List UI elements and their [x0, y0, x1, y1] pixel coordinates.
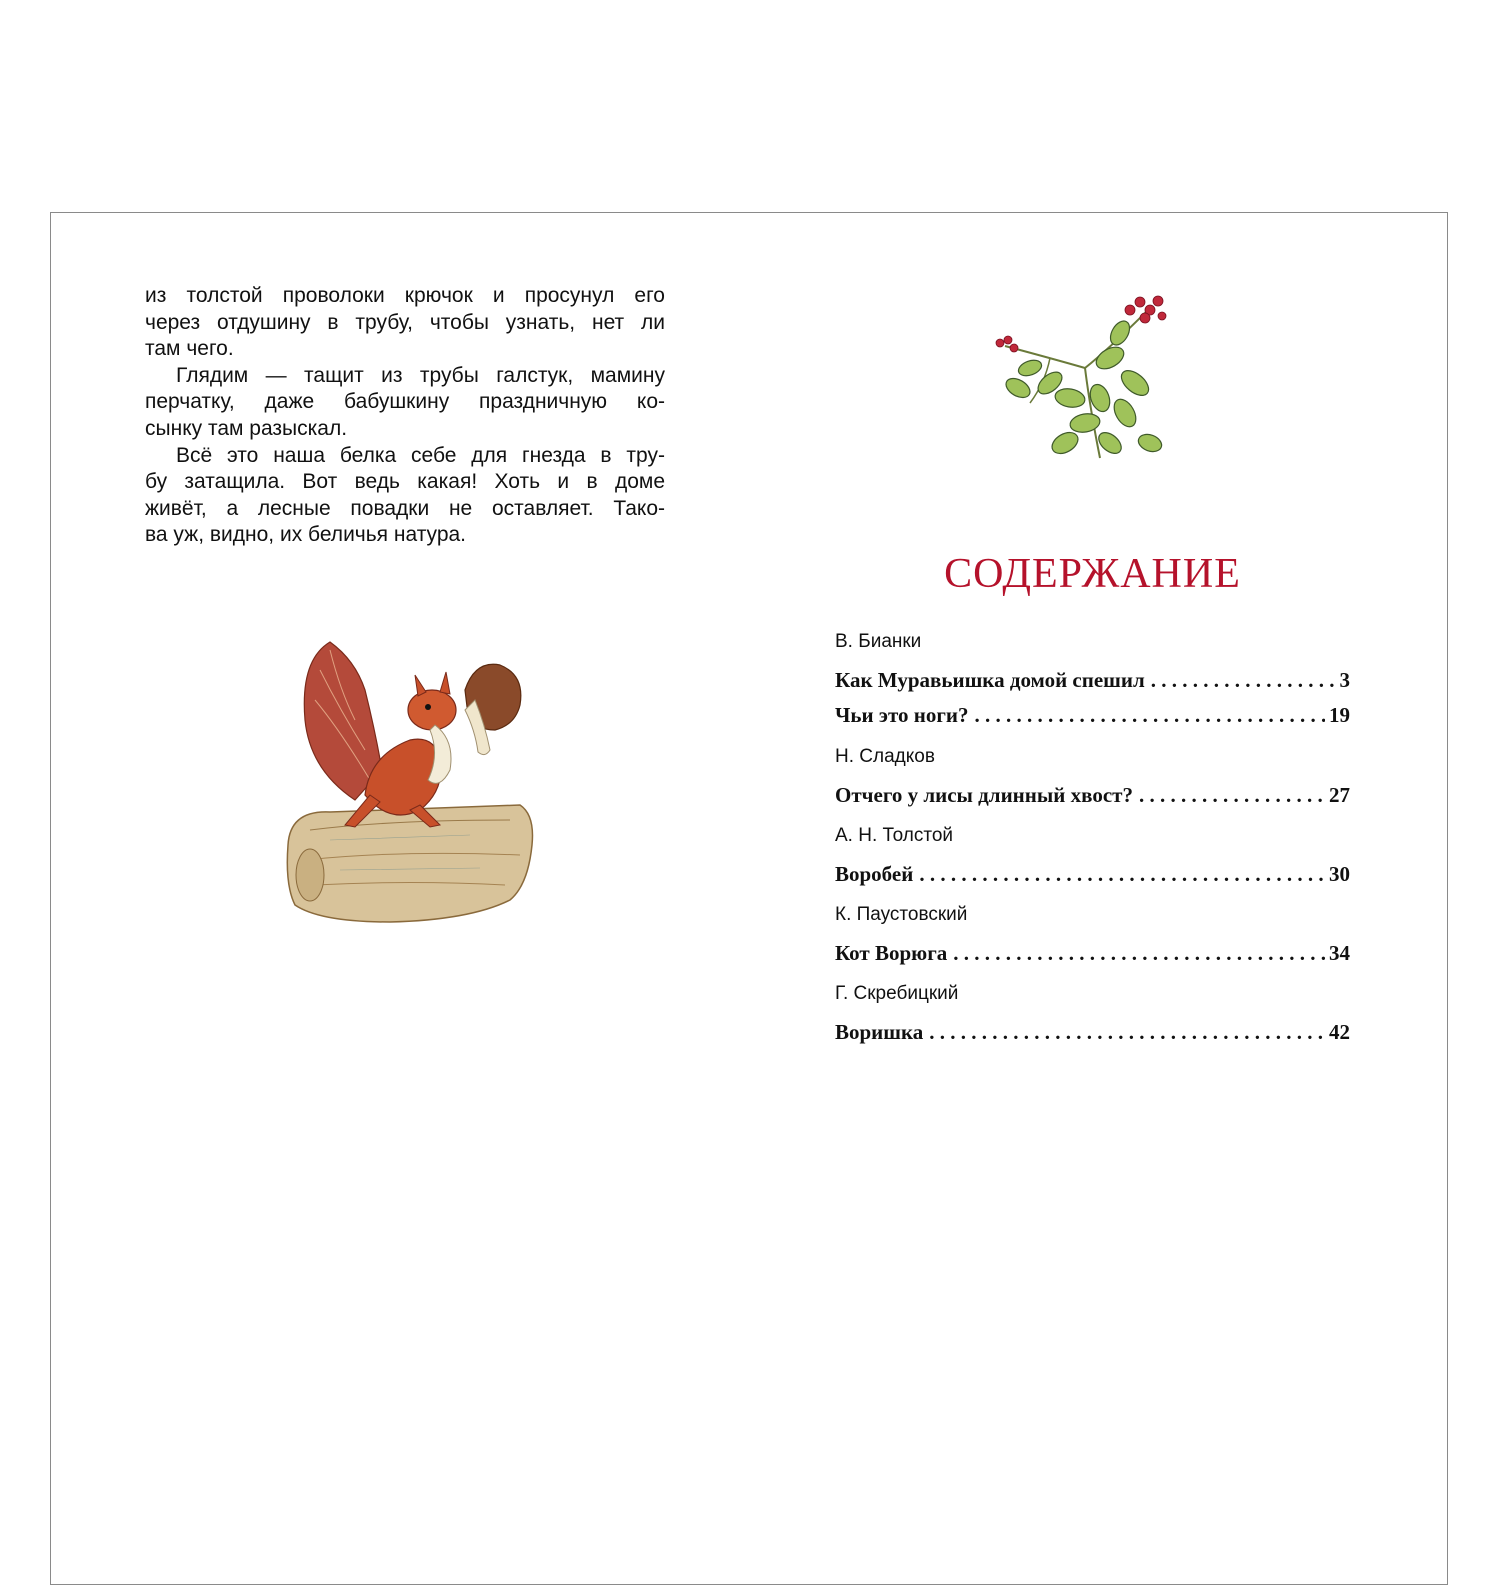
toc-entry-page: 34	[1329, 941, 1350, 965]
toc-entry-title: Чьи это ноги?	[835, 703, 969, 727]
story-line: перчатку, даже бабушкину праздничную ко-	[145, 390, 665, 414]
toc-leader-dots	[953, 937, 1325, 969]
toc-leader-dots	[974, 699, 1325, 731]
story-line: там чего.	[145, 337, 234, 361]
toc-entry-page: 42	[1329, 1020, 1350, 1044]
toc-section	[835, 903, 1350, 969]
toc-entry[interactable]	[835, 858, 1350, 890]
toc-author: В. Бианки	[835, 631, 922, 652]
toc-leader-dots	[919, 858, 1325, 890]
toc-entry[interactable]	[835, 699, 1350, 731]
story-line: Глядим — тащит из трубы галстук, мамину	[176, 363, 665, 387]
toc-entry-title: Отчего у лисы длинный хвост?	[835, 783, 1133, 807]
toc-entry-title: Воробей	[835, 862, 914, 886]
toc-entry-title: Воришка	[835, 1020, 924, 1044]
toc-entry[interactable]	[835, 664, 1350, 696]
story-line: бу затащила. Вот ведь какая! Хоть и в доме	[145, 470, 665, 494]
toc-entry-page: 19	[1329, 703, 1350, 727]
table-of-contents	[835, 630, 1350, 1048]
toc-section	[835, 630, 1350, 731]
story-line: из толстой проволоки крючок и просунул его	[145, 284, 665, 307]
toc-author: К. Паустовский	[835, 904, 968, 925]
toc-section	[835, 982, 1350, 1048]
story-line: живёт, а лесные повадки не оставляет. Тако-	[145, 496, 665, 520]
toc-entry-title: Как Муравьишка домой спешил	[835, 668, 1145, 692]
toc-entry[interactable]	[835, 779, 1350, 811]
toc-entry-page: 27	[1329, 783, 1350, 807]
toc-leader-dots	[929, 1016, 1325, 1048]
story-line: через отдушину в трубу, чтобы узнать, нет ли	[145, 310, 665, 334]
toc-section	[835, 745, 1350, 811]
toc-leader-dots	[1139, 779, 1325, 811]
toc-author: Г. Скребицкий	[835, 983, 959, 1004]
story-line: ва уж, видно, их беличья натура.	[145, 523, 467, 547]
toc-section	[835, 824, 1350, 890]
story-text	[145, 283, 665, 549]
toc-entry[interactable]	[835, 1016, 1350, 1048]
story-line: сынку там разыскал.	[145, 416, 348, 440]
squirrel-with-mushroom-illustration	[270, 630, 550, 930]
toc-author: Н. Сладков	[835, 746, 935, 767]
lingonberry-sprig-illustration	[990, 288, 1190, 483]
toc-entry-page: 3	[1339, 668, 1350, 692]
toc-title: СОДЕРЖАНИЕ	[944, 551, 1241, 597]
story-line: Всё это наша белка себе для гнезда в тру-	[176, 443, 665, 467]
toc-leader-dots	[1151, 664, 1336, 696]
toc-entry-title: Кот Ворюга	[835, 941, 948, 965]
toc-entry-page: 30	[1329, 862, 1350, 886]
toc-author: А. Н. Толстой	[835, 825, 954, 846]
toc-entry[interactable]	[835, 937, 1350, 969]
